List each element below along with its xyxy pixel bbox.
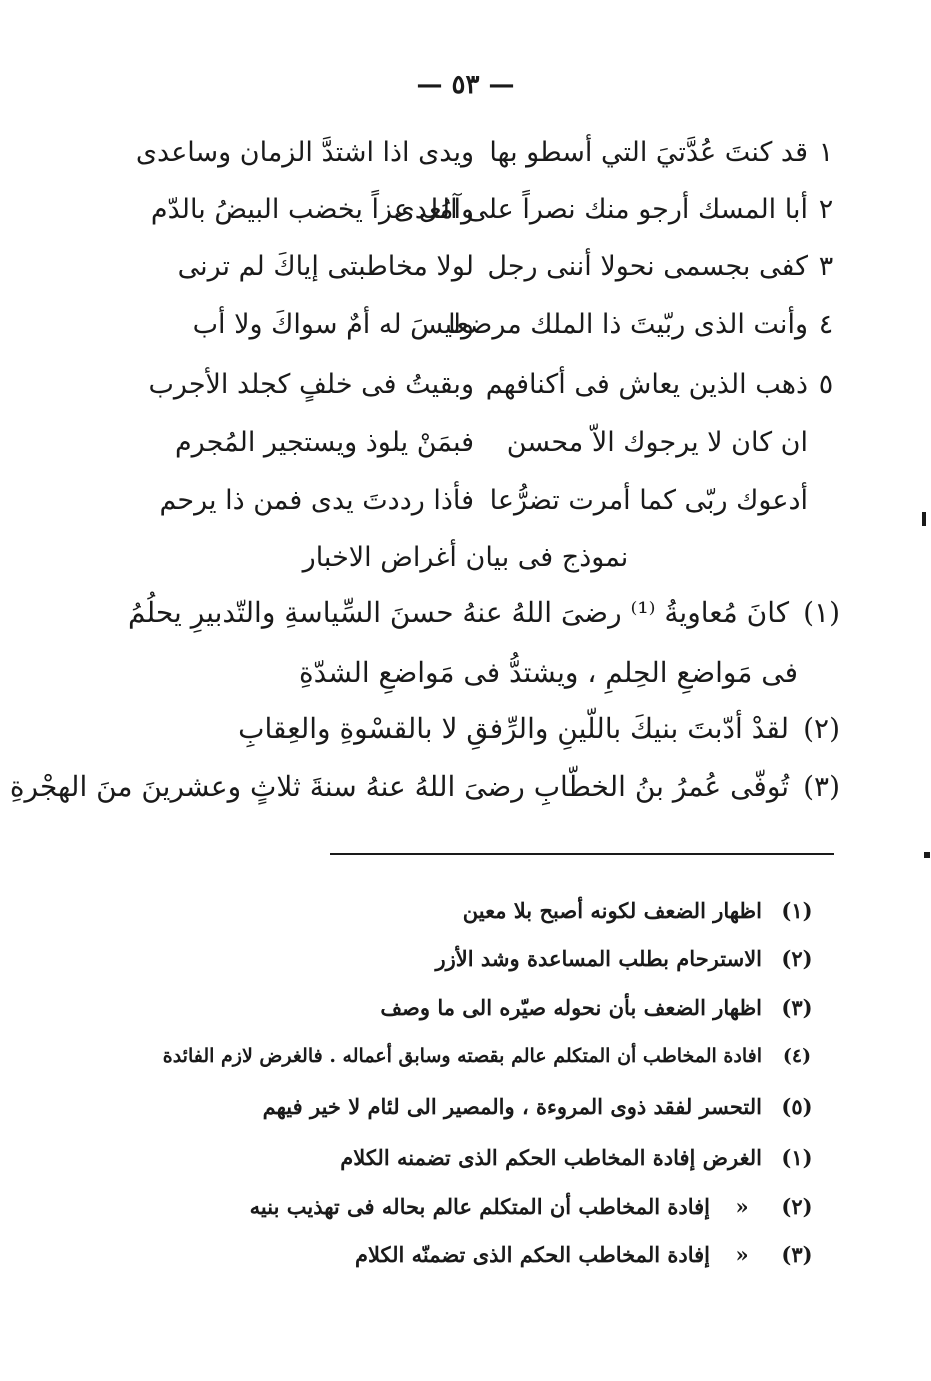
example-text: كانَ مُعاويةُ ⁽¹⁾ رضىَ اللهُ عنهُ حسنَ السِّياسةِ والتّدبيرِ يحلُمُ [128, 596, 790, 629]
note-number: (١) [781, 1145, 813, 1170]
example-number: (٢) [803, 712, 840, 745]
answer-note [160, 995, 820, 1020]
page-number: — ٥٣ — [416, 70, 515, 100]
example-number: (٣) [803, 770, 840, 803]
answer-note [160, 1242, 820, 1267]
note-number: (٢) [781, 946, 813, 971]
verse-number: ٣ [818, 250, 834, 282]
verse-line [135, 124, 840, 180]
verse-first-hemistich: ذهب الذين يعاش فى أكنافهم [485, 368, 808, 400]
answer-note [160, 898, 820, 923]
ditto-mark: « [735, 1194, 749, 1219]
note-number: (٣) [781, 995, 813, 1020]
example-text: فى مَواضعِ الحِلمِ ، ويشتدُّ فى مَواضعِ الشدّةِ [298, 656, 798, 689]
example-text: لقدْ أدّبتَ بنيكَ باللّينِ والرِّفقِ لا بالقسْوةِ والعِقابِ [238, 712, 790, 745]
note-text: افادة المخاطب أن المتكلم عالم بقصته وسابق أعماله . فالغرض لازم الفائدة [162, 1045, 762, 1067]
verse-second-hemistich: وليسَ له أمٌ سواكَ ولا أب [192, 308, 474, 340]
answer-note [160, 1045, 820, 1067]
note-number: (٥) [781, 1094, 813, 1119]
answer-note [160, 1094, 820, 1119]
note-text: التحسر لفقد ذوى المروءة ، والمصير الى لئام لا خير فيهم [262, 1094, 762, 1119]
verse-line [160, 296, 840, 352]
scan-edge-mark [922, 512, 926, 526]
verse-first-hemistich: كفى بجسمى نحولا أننى رجل [487, 250, 808, 282]
example-line [160, 656, 840, 689]
ditto-mark: « [735, 1242, 749, 1267]
verse-line [150, 181, 840, 237]
note-text: اظهار الضعف بأن نحوله صيّره الى ما وصف [380, 995, 762, 1020]
note-text: اظهار الضعف لكونه أصبح بلا معين [462, 898, 762, 923]
verse-line [148, 356, 840, 412]
section-heading: نموذج فى بيان أغراض الاخبار [302, 542, 629, 573]
verse-number: ٤ [818, 308, 834, 340]
note-text: إفادة المخاطب أن المتكلم عالم بحاله فى تهذيب بنيه [249, 1194, 710, 1219]
verse-second-hemistich: ويدى اذا اشتدَّ الزمان وساعدى [135, 136, 474, 168]
example-line [9, 770, 840, 803]
example-line [160, 712, 840, 745]
verse-first-hemistich: قد كنتَ عُدَّتيَ التي أسطو بها [489, 136, 808, 168]
verse-line [160, 472, 840, 528]
verse-number: ١ [818, 136, 834, 168]
example-text: تُوفّى عُمرُ بنُ الخطّابِ رضىَ اللهُ عنهُ سنةَ ثلاثٍ وعشرينَ منَ الهجْرةِ [9, 770, 790, 803]
note-number: (٤) [782, 1045, 812, 1067]
note-number: (١) [781, 898, 813, 923]
example-line [128, 596, 840, 629]
verse-first-hemistich: ان كان لا يرجوك الاّ محسن [506, 426, 808, 458]
scan-edge-mark [924, 852, 930, 858]
verse-number: ٢ [818, 193, 834, 225]
footnote-divider [330, 853, 834, 855]
example-number: (١) [803, 596, 840, 629]
answer-note [160, 1194, 820, 1219]
note-text: إفادة المخاطب الحكم الذى تضمنّه الكلام [354, 1242, 710, 1267]
verse-line [160, 238, 840, 294]
answer-note [160, 1145, 820, 1170]
note-number: (٢) [781, 1194, 813, 1219]
verse-second-hemistich: فبمَنْ يلوذ ويستجير المُجرم [174, 426, 474, 458]
note-number: (٣) [781, 1242, 813, 1267]
verse-second-hemistich: وبقيتُ فى خلفٍ كجلد الأجرب [148, 368, 474, 400]
verse-line [160, 414, 840, 470]
verse-first-hemistich: أبا المسك أرجو منك نصراً على العدى [393, 193, 808, 225]
verse-number: ٥ [818, 368, 834, 400]
verse-second-hemistich: فأذا رددتَ يدى فمن ذا يرحم [159, 484, 474, 516]
note-text: الاسترحام بطلب المساعدة وشد الأزر [435, 946, 762, 971]
note-text: الغرض إفادة المخاطب الحكم الذى تضمنه الكلام [340, 1145, 762, 1170]
answer-note [160, 946, 820, 971]
verse-first-hemistich: وأنت الذى ربّيتَ ذا الملك مرضعا [448, 308, 808, 340]
verse-second-hemistich: لولا مخاطبتى إياكَ لم ترنى [177, 250, 474, 282]
verse-second-hemistich: وآمُل عزاً يخضب البيضُ بالدّم [150, 193, 474, 225]
verse-first-hemistich: أدعوك ربّى كما أمرت تضرُّعا [489, 484, 808, 516]
